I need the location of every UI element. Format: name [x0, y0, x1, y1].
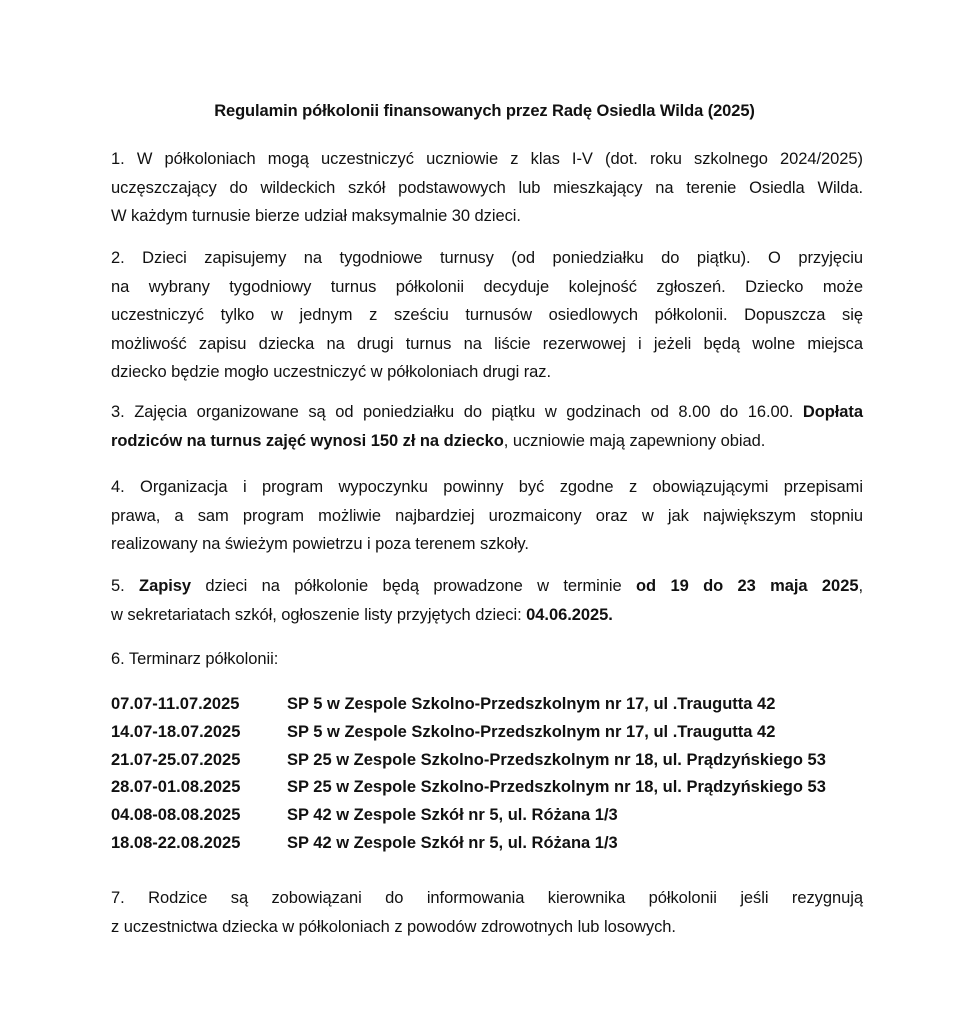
- paragraph-1-line-3: W każdym turnusie bierze udział maksymalnie 30 dzieci.: [111, 207, 521, 225]
- paragraph-4-line-2: prawa, a sam program możliwie najbardziej urozmaicony oraz w jak największym stopniu: [111, 506, 863, 525]
- paragraph-2-line-1: 2. Dzieci zapisujemy na tygodniowe turnusy (od poniedziałku do piątku). O przyjęciu: [111, 249, 863, 267]
- paragraph-5-end: ,: [858, 577, 863, 595]
- schedule-place: SP 5 w Zespole Szkolno-Przedszkolnym nr 17, ul .Traugutta 42: [287, 722, 776, 741]
- document-title: Regulamin półkolonii finansowanych przez Radę Osiedla Wilda (2025): [214, 102, 755, 120]
- paragraph-4-line-3: realizowany na świeżym powietrzu i poza terenem szkoły.: [111, 535, 529, 553]
- schedule-date: 18.08-22.08.2025: [111, 833, 241, 852]
- paragraph-6: [111, 645, 863, 674]
- schedule-row: [111, 691, 826, 719]
- paragraph-5-bold-zapisy: Zapisy: [139, 577, 192, 595]
- paragraph-2-line-3: uczestniczyć tylko w jednym z sześciu turnusów osiedlowych półkolonii. Dopuszcza się: [111, 306, 863, 324]
- paragraph-5-line-2: [111, 601, 863, 630]
- paragraph-1-line-2: uczęszczający do wildeckich szkół podstawowych lub mieszkający na terenie Osiedla Wilda.: [111, 178, 863, 197]
- schedule-place: SP 42 w Zespole Szkół nr 5, ul. Różana 1/3: [287, 806, 618, 825]
- paragraph-5-prefix: 5.: [111, 577, 140, 595]
- schedule-table: [111, 691, 826, 858]
- paragraph-7-line-2: z uczestnictwa dziecka w półkoloniach z powodów zdrowotnych lub losowych.: [111, 917, 676, 936]
- schedule-place: SP 25 w Zespole Szkolno-Przedszkolnym nr 18, ul. Prądzyńskiego 53: [287, 750, 826, 769]
- paragraph-3-line-2: [111, 427, 863, 456]
- paragraph-7: [111, 884, 863, 941]
- paragraph-2: [111, 244, 863, 387]
- paragraph-5: [111, 572, 863, 629]
- paragraph-5-line-1: [111, 572, 863, 601]
- schedule-date: 28.07-01.08.2025: [111, 778, 241, 797]
- schedule-date: 04.08-08.08.2025: [111, 806, 241, 825]
- paragraph-5-text-2: w sekretariatach szkół, ogłoszenie listy przyjętych dzieci:: [111, 605, 527, 624]
- schedule-row: [111, 747, 826, 775]
- schedule-heading: 6. Terminarz półkolonii:: [111, 650, 279, 668]
- paragraph-2-line-4: możliwość zapisu dziecka na drugi turnus na liście rezerwowej i jeżeli będą wolne miejsca: [111, 334, 863, 353]
- schedule-date: 14.07-18.07.2025: [111, 722, 241, 741]
- schedule-row: [111, 802, 826, 830]
- paragraph-7-line-1: 7. Rodzice są zobowiązani do informowania kierownika półkolonii jeśli rezygnują: [111, 889, 863, 907]
- schedule-row: [111, 774, 826, 802]
- schedule-row: [111, 830, 826, 858]
- paragraph-5-bold-date: 04.06.2025.: [526, 605, 613, 624]
- paragraph-3: [111, 398, 863, 455]
- schedule-date: 07.07-11.07.2025: [111, 695, 240, 713]
- schedule-date: 21.07-25.07.2025: [111, 750, 241, 769]
- paragraph-2-line-5: dziecko będzie mogło uczestniczyć w półkoloniach drugi raz.: [111, 363, 552, 381]
- paragraph-3-bold-2: rodziców na turnus zajęć wynosi 150 zł na dziecko: [111, 431, 504, 450]
- paragraph-3-text-1: 3. Zajęcia organizowane są od poniedziałku do piątku w godzinach od 8.00 do 16.00.: [111, 403, 803, 421]
- paragraph-3-text-2: , uczniowie mają zapewniony obiad.: [503, 431, 766, 450]
- paragraph-2-line-2: na wybrany tygodniowy turnus półkolonii decyduje kolejność zgłoszeń. Dziecko może: [111, 277, 863, 296]
- paragraph-3-bold-1: Dopłata: [802, 403, 863, 421]
- schedule-place: SP 25 w Zespole Szkolno-Przedszkolnym nr 18, ul. Prądzyńskiego 53: [287, 778, 826, 797]
- paragraph-1-line-1: 1. W półkoloniach mogą uczestniczyć uczniowie z klas I-V (dot. roku szkolnego 2024/2025): [111, 150, 863, 168]
- paragraph-5-mid: dzieci na półkolonie będą prowadzone w terminie: [191, 577, 637, 595]
- paragraph-5-bold-dates: od 19 do 23 maja 2025: [636, 577, 859, 595]
- paragraph-4-line-1: 4. Organizacja i program wypoczynku powinny być zgodne z obowiązującymi przepisami: [111, 478, 863, 496]
- schedule-row: [111, 719, 826, 747]
- schedule-place: SP 5 w Zespole Szkolno-Przedszkolnym nr 17, ul .Traugutta 42: [287, 695, 776, 713]
- paragraph-4: [111, 473, 863, 559]
- paragraph-3-line-1: [111, 398, 863, 427]
- schedule-place: SP 42 w Zespole Szkół nr 5, ul. Różana 1/3: [287, 833, 618, 852]
- paragraph-1: [111, 145, 863, 231]
